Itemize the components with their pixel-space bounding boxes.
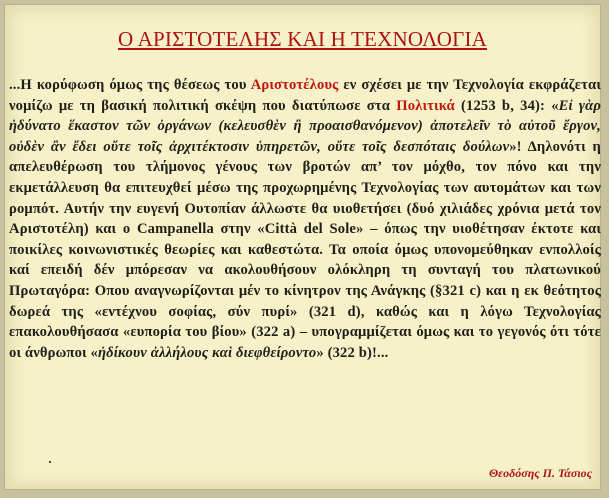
text-segment: » (322 b)!... xyxy=(316,344,389,361)
speck xyxy=(49,461,51,463)
author-signature: Θεοδόσης Π. Τάσιος xyxy=(489,466,592,480)
text-segment: ...Η κορύφωση όμως της θέσεως του xyxy=(9,77,251,93)
text-segment: (1253 b, 34): « xyxy=(454,97,559,114)
article-text xyxy=(9,75,601,363)
text-segment: εν σχέσει με την Τεχνολογία εκφράζεται νομίζω με τη βασική πολιτική σκέψη που διατύπωσε στα xyxy=(9,77,601,114)
ancient-quote: Εἰ γὰρ ἠδύνατο ἕκαστον τῶν ὀργάνων (κελευσθὲν ἢ προαισθανόμενον) ἀποτελεῖν τὸ αὐτοῦ ἔργον, οὐδὲν ἂν ἔδει οὔτε τοῖς ἀρχιτέκτοσιν ὑπηρετῶν, οὔτε τοῖς δεσπόταις δούλων xyxy=(9,97,602,155)
page-title: Ο ΑΡΙΣΤΟΤΕΛΗΣ ΚΑΙ Η ΤΕΧΝΟΛΟΓΙΑ xyxy=(117,27,488,51)
parchment-panel xyxy=(4,4,601,490)
highlight-aristotelous: Αριστοτέλους xyxy=(250,77,339,93)
ancient-quote: ἠδίκουν ἀλλήλους καὶ διεφθείροντο xyxy=(97,344,317,361)
highlight-politika: Πολιτικά xyxy=(396,97,455,114)
text-segment: »! Δηλονότι η απελευθέρωση του τλήμονος γένους των βροτών απ’ τον μόχθο, τον πόνο και την εκμετάλλευση θα επιτευχθεί μέσω της προχωρημένης Τεχνολογίας των αυτομάτων και των ρομπότ. Αυτήν την ευγενή Ουτοπίαν άλλωστε θα υιοθετήσει (δυό χιλιάδες χρόνια μετά τον Αριστοτέλη) και ο Campanella στην «Città del Sole» – όπως την υιοθέτησαν έκτοτε και ποικίλες κοινωνιστικές θεωρίες και καθεστώτα. Τα οποία όμως υπονομεύθηκαν ενπολλοίς καί επειδή δέν μπόρεσαν να ακολουθήσουν ολόκληρη τη συνταγή του πλατωνικού Πρωταγόρα: Οπου αναγνωρίζονται μέν το κίνητρον της Ανάγκης (§321 c) και η εκ θεότητος δωρεά της «εντέχνου σοφίας, σύν πυρί» (321 d), καθώς και η λόγω Τεχνολογίας επακολουθήσασα «ευπορία του βίου» (322 a) – υπογραμμίζεται όμως και το γεγονός ότι τότε οι άνθρωποι « xyxy=(9,138,601,361)
